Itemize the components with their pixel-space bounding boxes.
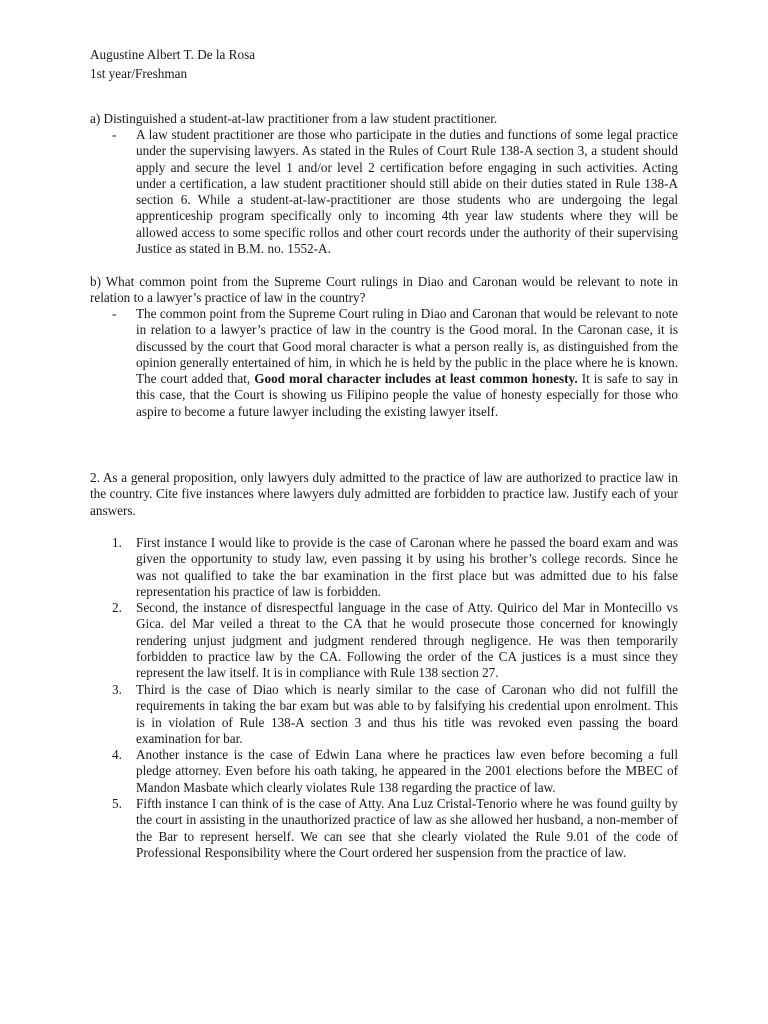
answer-a-text: A law student practitioner are those who participate in the duties and functions of some legal practice under the supervising lawyers. As stated in the Rules of Court Rule 138-A section 3, a student should apply and secure the level 1 and/or level 2 certification before engaging in such activities. Acting under a certification, a law student practitioner should still abide on their duties stated in Rule 138-A section 6. While a student-at-law-practitioner are those students who are undergoing the legal apprenticeship program specifically only to incoming 4th year law students where they will be allowed access to some specific rollos and other court records under the authority of their supervising Justice as stated in B.M. no. 1552-A. [136, 127, 678, 257]
list-number: 4. [112, 747, 122, 762]
author-name: Augustine Albert T. De la Rosa [90, 47, 256, 62]
answer-b [112, 306, 678, 420]
list-item [112, 535, 678, 600]
question-2: 2. As a general proposition, only lawyers duly admitted to the practice of law are authorized to practice law in the country. Cite five instances where lawyers duly admitted are forbidden to practice law. Justify each of your answers. [90, 470, 678, 518]
list-item-text: Second, the instance of disrespectful language in the case of Atty. Quirico del Mar in Montecillo vs Gica. del Mar veiled a threat to the CA that he would prosecute those concerned for knowingly rendering unjust judgment and judgment rendered through negligence. He was then temporarily forbidden to practice law by the CA. Following the order of the CA justices is a must since they represent the law itself. It is in compliance with Rule 138 section 27. [136, 600, 678, 681]
list-number: 2. [112, 600, 122, 615]
list-item [112, 682, 678, 747]
answer-b-bold: Good moral character includes at least common honesty. [254, 371, 578, 387]
list-item-text: Another instance is the case of Edwin Lana where he practices law even before becoming a full pledge attorney. Even before his oath taking, he appeared in the 2001 elections before the MBEC of Mandon Masbate which clearly violates Rule 138 regarding the practice of law. [136, 747, 678, 795]
answer-b-text-after: It is safe to say in this case, that the Court is showing us Filipino people the value of honesty especially for those who aspire to become a future lawyer including the existing lawyer itself. [136, 371, 678, 419]
list-item-text: First instance I would like to provide is the case of Caronan where he passed the board exam and was given the opportunity to study law, even passing it by using his brother’s college records. Since he was not qualified to take the bar examination in the first place but was admitted due to his false representation his practice of law is forbidden. [136, 535, 678, 599]
bullet-dash: - [112, 306, 117, 321]
answer-b-text-before: The common point from the Supreme Court ruling in Diao and Caronan that would be relevant to note in relation to a lawyer’s practice of law in the country is the Good moral. In the Caronan case, it is discussed by the court that Good moral character is what a person really is, as distinguished from the opinion generally entertained of him, in which he is held by the public in the place where he is known. The court added that, [136, 306, 678, 387]
year-level: 1st year/Freshman [90, 66, 188, 81]
list-item [112, 747, 678, 796]
list-item-text: Third is the case of Diao which is nearly similar to the case of Caronan who did not fulfill the requirements in taking the bar exam but was able to by falsifying his credential upon enrolment. This is in violation of Rule 138-A section 3 and thus his title was revoked even passing the board examination for bar. [136, 682, 678, 746]
list-item [112, 796, 678, 861]
list-item [112, 600, 678, 681]
answer-a [112, 127, 678, 257]
list-number: 5. [112, 796, 122, 811]
question-b: b) What common point from the Supreme Court rulings in Diao and Caronan would be relevant to note in relation to a lawyer’s practice of law in the country? [90, 274, 678, 306]
list-number: 3. [112, 682, 122, 697]
list-number: 1. [112, 535, 122, 550]
question-a: a) Distinguished a student-at-law practitioner from a law student practitioner. [90, 111, 498, 126]
list-item-text: Fifth instance I can think of is the case of Atty. Ana Luz Cristal-Tenorio where he was found guilty by the court in assisting in the unauthorized practice of law as she allowed her husband, a non-member of the Bar to represent herself. We can see that she clearly violated the Rule 9.01 of the code of Professional Responsibility where the Court ordered her suspension from the practice of law. [136, 796, 678, 860]
bullet-dash: - [112, 127, 117, 142]
